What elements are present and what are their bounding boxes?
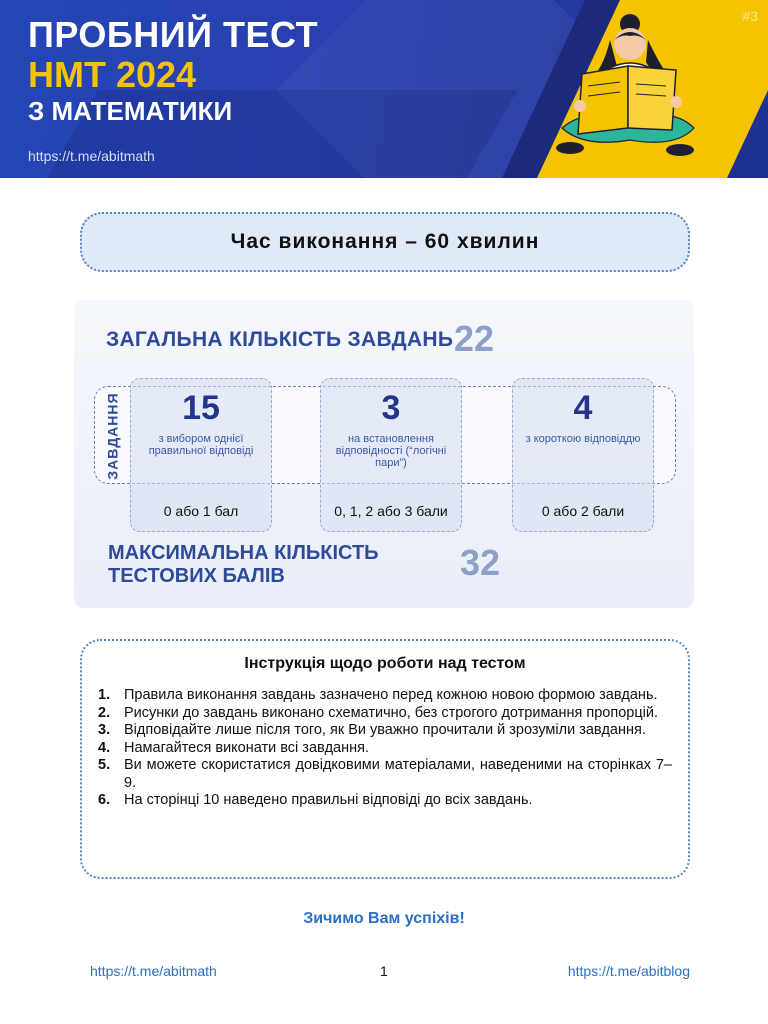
instruction-item bbox=[98, 740, 672, 758]
instruction-text: Намагайтеся виконати всі завдання. bbox=[124, 739, 369, 756]
instruction-item bbox=[98, 792, 672, 810]
tasks-band-label bbox=[100, 394, 126, 478]
banner-link[interactable]: https://t.me/abitmath bbox=[28, 148, 155, 164]
max-score-label-line2: ТЕСТОВИХ БАЛІВ bbox=[108, 565, 285, 587]
instruction-number: 4. bbox=[98, 739, 111, 756]
instruction-number: 1. bbox=[98, 687, 111, 703]
instruction-number: 5. bbox=[98, 757, 111, 773]
instructions-title: Інструкція щодо роботи над тестом bbox=[244, 655, 526, 672]
instruction-item bbox=[98, 687, 672, 705]
instructions-list bbox=[98, 687, 672, 810]
instruction-item bbox=[98, 757, 672, 792]
total-tasks-value: 22 bbox=[454, 318, 495, 359]
footer-link-right[interactable]: https://t.me/abitblog bbox=[567, 963, 690, 979]
task-type-card bbox=[320, 378, 462, 532]
task-count: 3 bbox=[381, 389, 401, 427]
banner-title-line1: ПРОБНИЙ ТЕСТ bbox=[28, 14, 319, 55]
max-score-label-line1: МАКСИМАЛЬНА КІЛЬКІСТЬ bbox=[108, 542, 379, 564]
instruction-number: 2. bbox=[98, 704, 111, 721]
tasks-band-label-text: ЗАВДАННЯ bbox=[105, 392, 121, 480]
max-score-value: 32 bbox=[460, 542, 501, 583]
banner-title-line3: З МАТЕМАТИКИ bbox=[28, 96, 233, 126]
instruction-text: Рисунки до завдань виконано схематично, без строгого дотримання пропорцій. bbox=[124, 704, 658, 721]
task-points: 0, 1, 2 або 3 бали bbox=[334, 503, 448, 519]
footer-page-number: 1 bbox=[380, 963, 388, 979]
instruction-number: 3. bbox=[98, 722, 111, 738]
instruction-text: Ви можете скористатися довідковими матеріалами, наведеними на сторінках 7–9. bbox=[124, 757, 672, 791]
instructions-box bbox=[80, 639, 690, 879]
instruction-item bbox=[98, 705, 672, 723]
tasks-summary-panel bbox=[74, 300, 694, 608]
girl-reading-book-illustration-icon bbox=[548, 10, 698, 170]
task-type-card bbox=[512, 378, 654, 532]
instruction-number: 6. bbox=[98, 792, 111, 808]
instruction-text: Правила виконання завдань зазначено перед кожною новою формою завдань. bbox=[124, 687, 658, 703]
banner-page-tag: #3 bbox=[742, 8, 758, 24]
exam-time-box: Час виконання – 60 хвилин bbox=[80, 212, 690, 272]
task-type-card bbox=[130, 378, 272, 532]
task-points: 0 або 1 бал bbox=[163, 503, 239, 519]
instruction-item bbox=[98, 722, 672, 740]
task-description: з вибором однієї правильної відповіді bbox=[148, 433, 254, 457]
footer-link-left[interactable]: https://t.me/abitmath bbox=[90, 963, 217, 979]
task-points: 0 або 2 бали bbox=[541, 503, 625, 519]
task-description: з короткою відповіддю bbox=[525, 433, 641, 445]
instruction-text: На сторінці 10 наведено правильні відповіді до всіх завдань. bbox=[124, 792, 533, 808]
total-tasks-label: ЗАГАЛЬНА КІЛЬКІСТЬ ЗАВДАНЬ bbox=[106, 328, 454, 351]
good-luck-message: Зичимо Вам успіхів! bbox=[303, 910, 465, 927]
header-banner bbox=[0, 0, 768, 178]
task-description: на встановлення відповідності (“логічні пари”) bbox=[335, 433, 447, 469]
instruction-text: Відповідайте лише після того, як Ви уважно прочитали й зрозуміли завдання. bbox=[124, 722, 646, 738]
task-count: 15 bbox=[182, 389, 220, 427]
max-score-label bbox=[108, 542, 408, 588]
task-count: 4 bbox=[573, 389, 593, 427]
banner-title-line2: НМТ 2024 bbox=[28, 54, 197, 95]
